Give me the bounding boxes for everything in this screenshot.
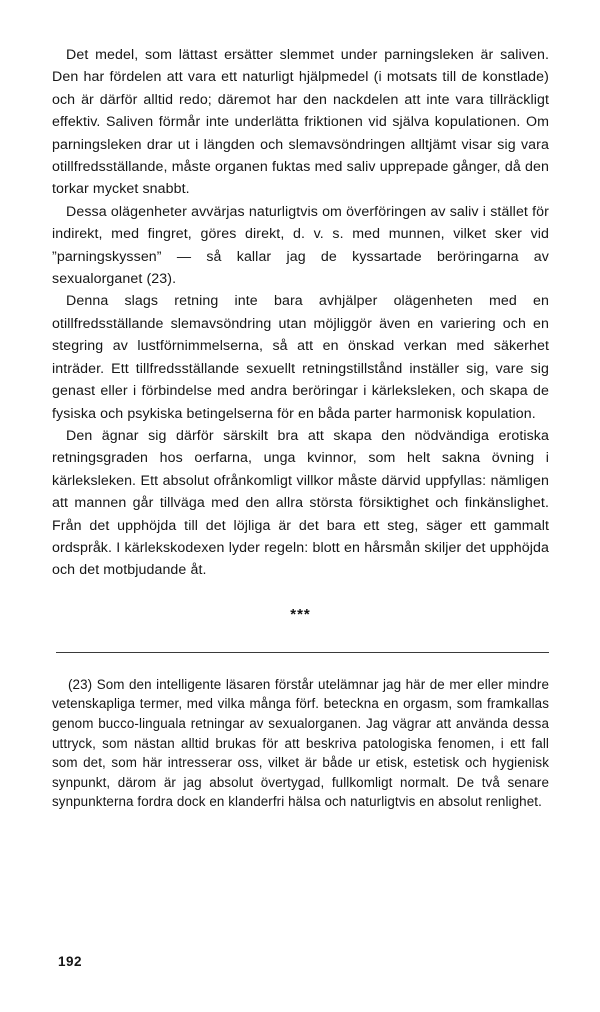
body-paragraph: Denna slags retning inte bara avhjälper olägenheten med en otillfredsställande slemavsöndring utan möjliggör även en variering och en stegring av lustförnimmelserna, så att en önskad verkan med säkerhet inträder. Ett tillfredsställande sexuellt retningstillstånd inställer sig, vare sig genast eller i förbindelse med andra beröringar i kärleksleken, och skapa de fysiska och psykiska betingelserna för en båda parter harmonisk kopulation. (52, 293, 549, 422)
footnote: (23) Som den intelligente läsaren förstår utelämnar jag här de mer eller mindre vetenskapliga termer, med vilka många förf. beteckna en orgasm, som framkallas genom bucco-linguala retningar av sexualorganen. Jag vägrar att använda dessa uttryck, som nästan alltid brukas för att beskriva patologiska fenomen, i ett fall som det, som här intresserar oss, vilket är både ur etisk, estetisk och hygienisk synpunkt, därom är jag absolut övertygad, fullkomligt normalt. De två senare synpunkterna fordra dock en klanderfri hälsa och naturligtvis en absolut renlighet. (52, 676, 549, 810)
book-page (52, 44, 549, 812)
body-paragraph: Dessa olägenheter avvärjas naturligtvis om överföringen av saliv i stället för indirekt, med fingret, göres direkt, d. v. s. med munnen, vilket sker vid ”parningskyssen” — så kallar jag de kyssartade beröringarna av sexualorganet (23). (52, 203, 549, 288)
section-break-asterism: *** (290, 605, 311, 623)
body-paragraph: Den ägnar sig därför särskilt bra att skapa den nödvändiga erotiska retningsgraden hos oerfarna, unga kvinnor, som helt sakna övning i kärleksleken. Ett absolut ofrånkomligt villkor måste därvid uppfyllas: nämligen att mannen går tillväga med den allra största försiktighet och finkänslighet. Från det upphöjda till det löjliga är det bara ett steg, säger ett gammalt ordspråk. I kärlekskodexen lyder regeln: blott en hårsmån skiljer det upphöjda och det motbjudande åt. (52, 427, 549, 579)
body-text (52, 44, 549, 582)
footnote-divider (56, 652, 549, 653)
body-paragraph: Det medel, som lättast ersätter slemmet under parningsleken är saliven. Den har fördelen att vara ett naturligt hjälpmedel (i motsats till de konstlade) och är därför alltid redo; däremot har den nackdelen att inte vara tillräckligt effektiv. Saliven förmår inte underlätta friktionen vid själva kopulationen. Om parningsleken drar ut i längden och slemavsöndringen alltjämt visar sig vara otillfredsställande, måste organen fuktas med saliv upprepade gånger, då den torkar mycket snabbt. (52, 47, 549, 198)
page-number: 192 (58, 954, 83, 969)
